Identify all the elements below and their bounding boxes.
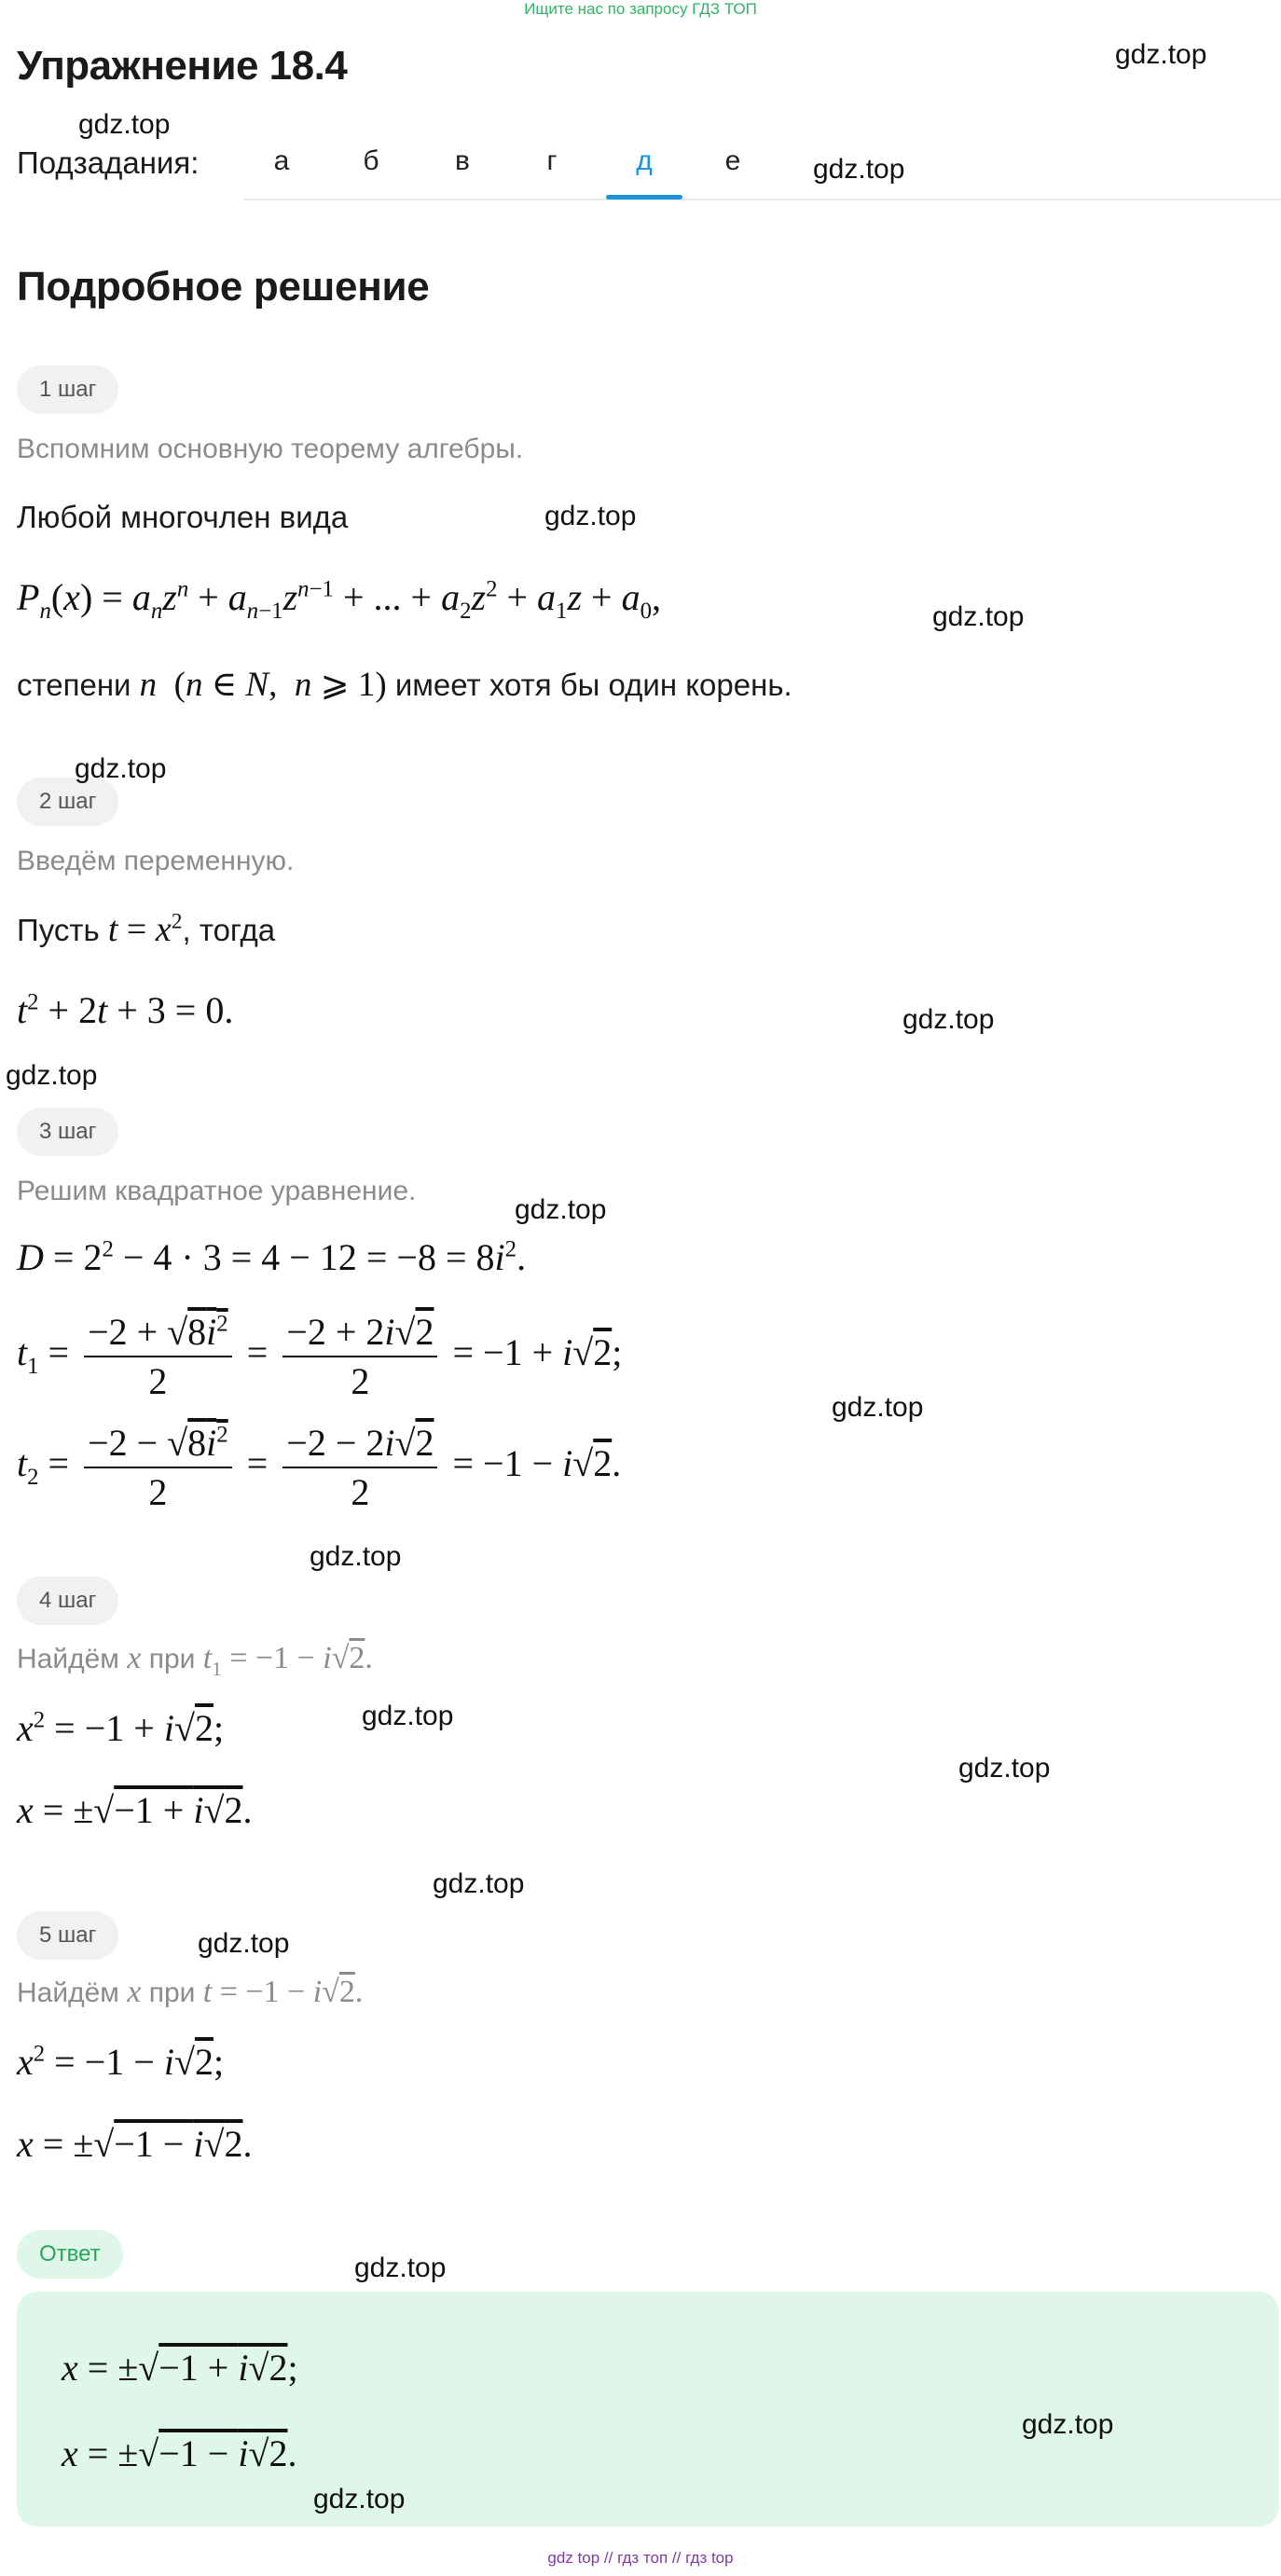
step-2-badge: 2 шаг (17, 778, 118, 826)
step-2-text: Пусть $t = x^2$, тогда (17, 909, 276, 949)
step-1-text: Любой многочлен вида (17, 500, 349, 534)
watermark: gdz.top (313, 2484, 406, 2514)
step-5-hint-mid: при (148, 1977, 196, 2008)
answer-line-1: x = ±√−1 + i√2; (62, 2347, 298, 2389)
watermark: gdz.top (6, 1060, 98, 1091)
step-4-hint: Найдём x при $t_1 = -1 - i√2$. (17, 1641, 373, 1680)
answer-badge: Ответ (17, 2230, 123, 2279)
tab-g[interactable]: г (546, 145, 558, 176)
step-3-hint: Решим квадратное уравнение. (17, 1176, 417, 1206)
active-tab-indicator (606, 195, 682, 200)
tab-v[interactable]: в (455, 145, 470, 176)
step-1-hint: Вспомним основную теорему алгебры. (17, 434, 524, 464)
tab-d-active[interactable]: д (636, 145, 653, 176)
watermark: gdz.top (75, 753, 167, 784)
step-4-hint-pre: Найдём (17, 1644, 119, 1674)
discriminant-formula: $D = 2^2 - 4 \cdot 3 = 4 - 12 = -8 = 8i^2$. (17, 1236, 527, 1278)
subtasks-label: Подзадания: (17, 145, 200, 180)
step-5-badge: 5 шаг (17, 1911, 118, 1960)
tab-a[interactable]: а (273, 145, 290, 176)
footer-links[interactable]: gdz top // гдз топ // гдз top (547, 2549, 734, 2567)
step-4-hint-mid: при (148, 1644, 196, 1674)
tab-b[interactable]: б (363, 145, 379, 176)
watermark: gdz.top (932, 601, 1025, 632)
step-3-badge: 3 шаг (17, 1108, 118, 1156)
watermark: gdz.top (354, 2252, 447, 2283)
watermark: gdz.top (544, 501, 637, 531)
quadratic-equation: $t^2 + 2t + 3 = 0$. (17, 989, 234, 1031)
watermark: gdz.top (362, 1701, 454, 1731)
step-4-equation: $x^2 = -1 + i√2$; (17, 1707, 225, 1749)
top-search-hint: Ищите нас по запросу ГДЗ ТОП (524, 0, 757, 18)
answer-line-2: x = ±√−1 − i√2. (62, 2432, 297, 2474)
degree-condition: n (n ∈ N, n ⩾ 1) (139, 666, 387, 704)
page-title: Упражнение 18.4 (17, 43, 348, 89)
step-5-equation: $x^2 = -1 - i√2$; (17, 2041, 225, 2083)
watermark: gdz.top (310, 1541, 402, 1572)
watermark: gdz.top (832, 1392, 924, 1423)
root-t2-formula: $t_2$ = $\frac{-2 - √8i^2}{2}$ = $\frac{-2 - 2i√2}{2}$ = −1 − i√2. (17, 1422, 622, 1513)
solution-heading: Подробное решение (17, 264, 430, 310)
step-2-text-pre: Пусть (17, 913, 100, 947)
watermark: gdz.top (78, 109, 171, 140)
step-1-degree-post: имеет хотя бы один корень. (394, 668, 792, 702)
step-2-text-post: , тогда (182, 913, 276, 947)
tab-e[interactable]: е (724, 145, 741, 176)
step-5-result: x = ±√−1 − i√2. (17, 2123, 253, 2165)
step-5-hint-pre: Найдём (17, 1977, 119, 2008)
step-4-result: x = ±√−1 + i√2. (17, 1789, 253, 1831)
watermark: gdz.top (813, 154, 905, 185)
step-4-badge: 4 шаг (17, 1577, 118, 1625)
watermark: gdz.top (515, 1194, 607, 1225)
watermark: gdz.top (198, 1928, 290, 1959)
watermark: gdz.top (902, 1004, 995, 1035)
root-t1-formula: $t_1$ = $\frac{-2 + √8i^2}{2}$ = $\frac{-2 + 2i√2}{2}$ = −1 + i√2; (17, 1311, 623, 1402)
watermark: gdz.top (433, 1868, 525, 1899)
watermark: gdz.top (958, 1753, 1051, 1784)
watermark: gdz.top (1022, 2409, 1114, 2440)
watermark: gdz.top (1115, 39, 1207, 70)
step-1-degree-pre: степени (17, 668, 131, 702)
step-2-hint: Введём переменную. (17, 846, 295, 876)
tabs-divider (244, 199, 1281, 200)
polynomial-formula: $P_n(x) = a_nz^n + a_{n-1}z^{n-1}$ + ... + $a_2z^2 + a_1z + a_0$, (17, 576, 661, 624)
step-5-hint: Найдём x при t = −1 − i√2. (17, 1975, 364, 2009)
step-1-badge: 1 шаг (17, 365, 118, 414)
step-1-degree-line (17, 664, 792, 705)
